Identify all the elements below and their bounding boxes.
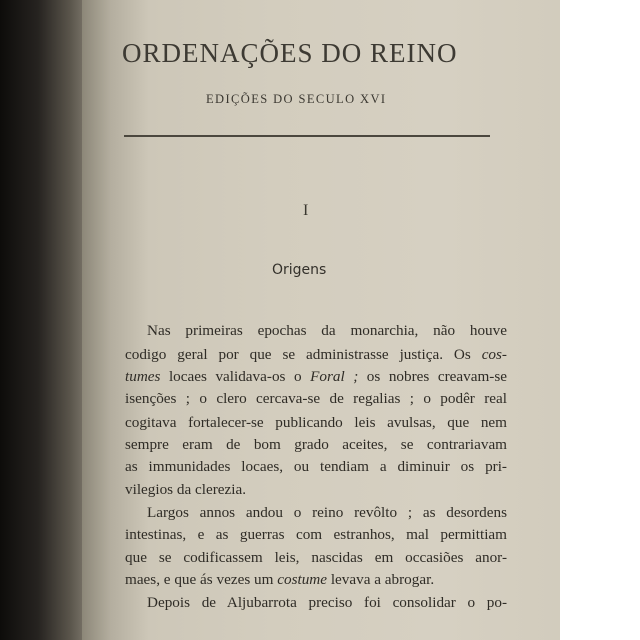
body-line: cogitava fortalecer-se publicando leis avulsas, que nem	[125, 414, 507, 431]
body-line: isenções ; o clero cercava-se de regalias ; o podêr real	[125, 390, 507, 407]
body-line: maes, e que ás vezes um costume levava a abrogar.	[125, 571, 435, 588]
body-line: tumes locaes validava-os o Foral ; os nobres creavam-se	[125, 368, 507, 385]
body-line: Depois de Aljubarrota preciso foi consolidar o po-	[147, 594, 507, 611]
body-line: as immunidades locaes, ou tendiam a diminuir os pri-	[125, 458, 507, 475]
body-line: Nas primeiras epochas da monarchia, não houve	[147, 322, 507, 339]
background-right	[550, 0, 640, 640]
body-line: vilegios da clerezia.	[125, 481, 247, 498]
section-number: I	[303, 202, 309, 219]
book-gutter-shadow	[0, 0, 95, 640]
body-line: sempre eram de bom grado aceites, se contrariavam	[125, 436, 507, 453]
section-title: Origens	[272, 262, 327, 278]
page-subtitle: EDIÇÕES DO SECULO XVI	[206, 92, 387, 106]
body-line: codigo geral por que se administrasse justiça. Os cos-	[125, 346, 507, 363]
body-line: Largos annos andou o reino revôlto ; as desordens	[147, 504, 507, 521]
title-rule	[124, 135, 490, 137]
body-line: intestinas, e as guerras com estranhos, mal permittiam	[125, 526, 507, 543]
book-page	[82, 0, 560, 640]
page-title: ORDENAÇÕES DO REINO	[122, 38, 458, 68]
body-line: que se codificassem leis, nascidas em occasiões anor-	[125, 549, 507, 566]
